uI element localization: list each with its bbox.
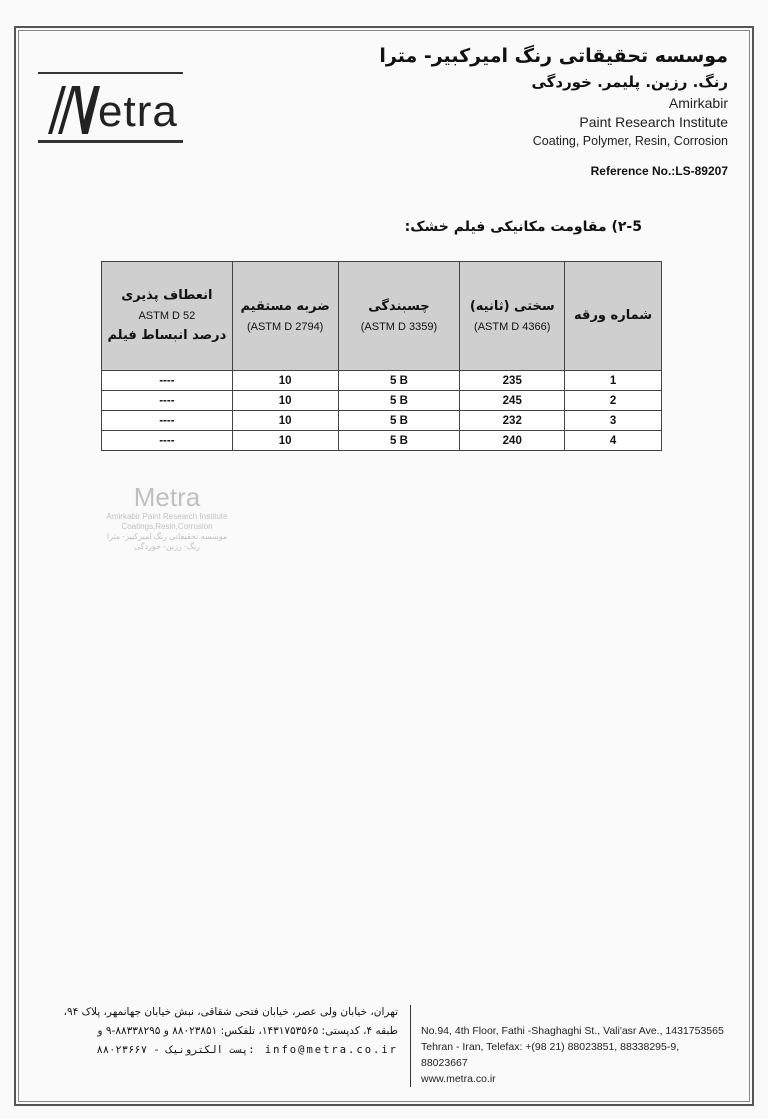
institute-header [379, 42, 728, 151]
cell-flex: ---- [102, 391, 233, 411]
stamp-logo: Metra [133, 482, 201, 512]
header-flexibility: انعطاف پذیری ASTM D 52 درصد انبساط فیلم [102, 262, 233, 371]
cell-flex: ---- [102, 371, 233, 391]
footer-fa-line: طبقه ۴، کدپستی: ۱۴۳۱۷۵۳۵۶۵، تلفکس: ۸۸۰۲۳۸۵۱ و ۸۸۳۳۸۲۹۵-۹ و [97, 1025, 398, 1037]
stamp-line: رنگ- رزین- خوردگی [133, 542, 201, 551]
footer-en-line: No.94, 4th Floor, Fathi -Shaghaghi St., Vali'asr Ave., 1431753565 [421, 1025, 724, 1037]
footer-website[interactable]: www.metra.co.ir [421, 1073, 496, 1085]
cell-sheet: 2 [565, 391, 662, 411]
cell-impact: 10 [232, 371, 338, 391]
cell-sheet: 3 [565, 411, 662, 431]
institute-name-fa: موسسه تحقیقاتی رنگ امیرکبیر- مترا [379, 45, 728, 67]
cell-sheet: 1 [565, 371, 662, 391]
footer-en-line: 88023667 [421, 1057, 468, 1069]
table-row [102, 371, 662, 391]
cell-sheet: 4 [565, 431, 662, 451]
stamp-line: Coatings,Resin,Corrosion [121, 522, 213, 531]
cell-impact: 10 [232, 411, 338, 431]
cell-flex: ---- [102, 411, 233, 431]
section-title: ۲-5) مقاومت مکانیکی فیلم خشک: [404, 219, 642, 235]
metra-logo [38, 72, 183, 146]
cell-hardness: 245 [460, 391, 565, 411]
footer-fa-contact: info@metra.co.ir :پست الکترونیک - ۸۸۰۲۳۶۶۷ [96, 1044, 398, 1056]
metra-m-mark-icon [44, 80, 102, 136]
logo-rule-bottom [38, 140, 183, 143]
logo-text: etra [98, 87, 178, 136]
cell-impact: 10 [232, 391, 338, 411]
institute-name-en-1: Amirkabir [668, 95, 728, 111]
footer-divider [410, 1005, 411, 1087]
footer-address-en [421, 1023, 756, 1087]
institute-fields-fa: رنگ. رزین. پلیمر. خوردگی [531, 73, 728, 91]
header-hardness: سختی (ثانیه) (ASTM D 4366) [460, 262, 565, 371]
footer-en-line: Tehran - Iran, Telefax: +(98 21) 88023851, 88338295-9, [421, 1041, 680, 1053]
table-row [102, 431, 662, 451]
table-row [102, 411, 662, 431]
cell-adhesion: 5 B [338, 391, 460, 411]
logo-rule-top [38, 72, 183, 74]
institute-name-en-2: Paint Research Institute [579, 114, 728, 130]
stamp-line: موسسه تحقیقاتی رنگ امیرکبیر- مترا [106, 532, 228, 541]
footer-fa-line: تهران، خیابان ولی عصر، خیابان فتحی شقاقی، نبش خیابان جهانمهر، پلاک ۹۴، [63, 1006, 398, 1018]
cell-adhesion: 5 B [338, 371, 460, 391]
footer-address-fa [28, 1003, 398, 1060]
institute-stamp [92, 476, 242, 576]
cell-hardness: 240 [460, 431, 565, 451]
header-adhesion: چسبندگی (ASTM D 3359) [338, 262, 460, 371]
cell-flex: ---- [102, 431, 233, 451]
reference-number: Reference No.:LS-89207 [590, 164, 728, 178]
results-table [101, 261, 662, 451]
header-sheet-number: شماره ورقه [565, 262, 662, 371]
cell-hardness: 235 [460, 371, 565, 391]
header-impact: ضربه مستقیم (ASTM D 2794) [232, 262, 338, 371]
cell-hardness: 232 [460, 411, 565, 431]
institute-fields-en: Coating, Polymer, Resin, Corrosion [532, 134, 728, 148]
cell-impact: 10 [232, 431, 338, 451]
cell-adhesion: 5 B [338, 411, 460, 431]
table-row [102, 391, 662, 411]
cell-adhesion: 5 B [338, 431, 460, 451]
stamp-line: Amirkabir Paint Research Institute [106, 512, 228, 521]
table-header-row [102, 262, 662, 371]
